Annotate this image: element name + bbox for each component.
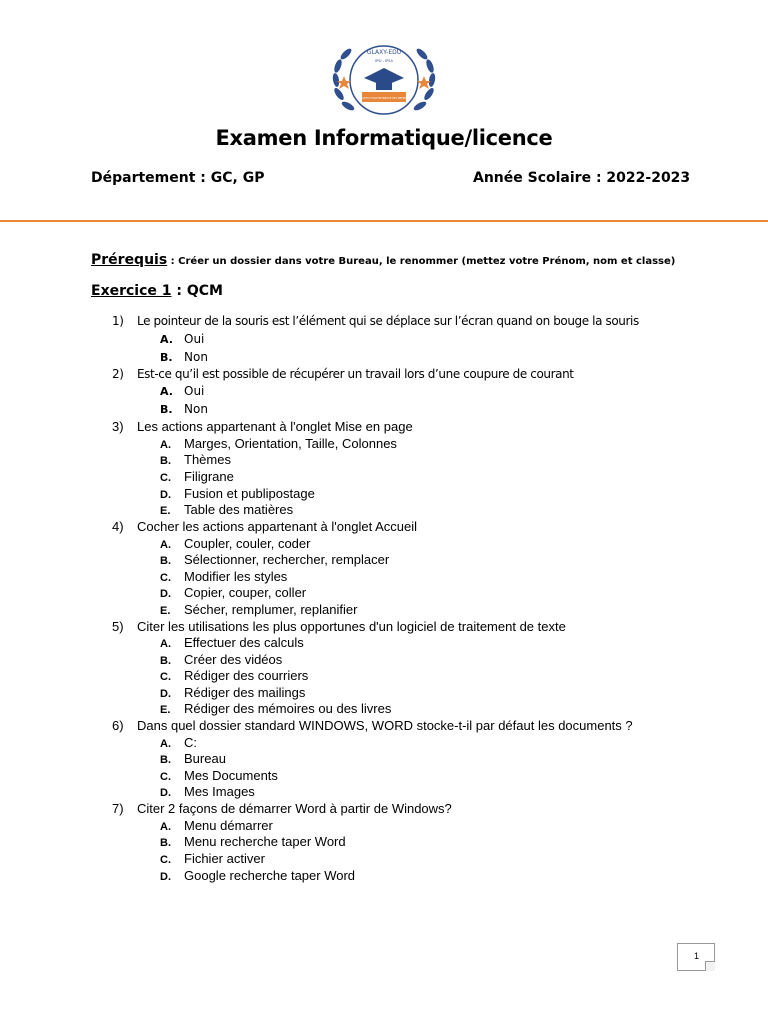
page-number-box xyxy=(677,943,715,971)
option-letter: D. xyxy=(160,688,171,700)
option-letter: C. xyxy=(160,671,171,683)
question-text: Dans quel dossier standard WINDOWS, WORD stocke-t-il par défaut les documents ? xyxy=(137,718,633,733)
option-letter: D. xyxy=(160,588,171,600)
option-letter: B. xyxy=(160,837,171,849)
option-text: Mes Documents xyxy=(184,768,278,783)
option-text: Google recherche taper Word xyxy=(184,868,356,883)
logo-bottom-text: INSTITUT POLYTECHNIQUE DES METIERS xyxy=(359,97,409,100)
school-logo xyxy=(328,40,440,122)
option-text: Mes Images xyxy=(184,784,255,799)
option-text: Fusion et publipostage xyxy=(184,486,315,501)
option-text: Thèmes xyxy=(184,452,231,467)
option xyxy=(160,851,265,866)
question-number: 1) xyxy=(112,314,124,328)
question-7 xyxy=(112,801,452,816)
option-letter: A. xyxy=(160,385,173,398)
option-letter: E. xyxy=(160,704,171,716)
page-title: Examen Informatique/licence xyxy=(215,126,553,150)
question-text: Cocher les actions appartenant à l'onglet Accueil xyxy=(137,519,417,534)
exercise-label: Exercice 1 xyxy=(91,283,172,299)
page-number: 1 xyxy=(694,951,700,961)
question-1 xyxy=(112,314,639,328)
option xyxy=(160,569,287,584)
option-letter: B. xyxy=(160,555,171,567)
option xyxy=(160,402,208,416)
prerequisite-label: Prérequis xyxy=(91,252,168,268)
option xyxy=(160,868,355,883)
option-text: Coupler, couler, coder xyxy=(184,536,311,551)
option xyxy=(160,536,310,551)
option xyxy=(160,552,389,567)
option xyxy=(160,350,208,364)
option-text: Menu démarrer xyxy=(184,818,273,833)
question-number: 7) xyxy=(112,801,124,816)
department: Département : GC, GP xyxy=(91,170,265,186)
option-letter: A. xyxy=(160,821,171,833)
option xyxy=(160,635,304,650)
option-text: Table des matières xyxy=(184,502,294,517)
option-text: Filigrane xyxy=(184,469,234,484)
option xyxy=(160,502,293,517)
option-letter: D. xyxy=(160,489,171,501)
question-text: Les actions appartenant à l'onglet Mise en page xyxy=(137,419,413,434)
option-letter: D. xyxy=(160,871,171,883)
option-text: Fichier activer xyxy=(184,851,265,866)
option xyxy=(160,436,397,451)
option-letter: C. xyxy=(160,854,171,866)
option-letter: A. xyxy=(160,539,171,551)
option-text: Sécher, remplumer, replanifier xyxy=(184,602,358,617)
option-text: Rédiger des courriers xyxy=(184,668,309,683)
prerequisite xyxy=(91,252,675,268)
question-number: 2) xyxy=(112,367,124,381)
logo-top-text: GLAXY-EDU xyxy=(366,49,402,56)
option-text: Rédiger des mailings xyxy=(184,685,306,700)
option-text: Non xyxy=(184,402,208,416)
question-6 xyxy=(112,718,633,733)
option xyxy=(160,332,204,346)
exercise-title xyxy=(91,283,223,299)
option-text: Oui xyxy=(184,384,205,398)
question-text: Est-ce qu’il est possible de récupérer un travail lors d’une coupure de courant xyxy=(137,367,574,381)
option-letter: D. xyxy=(160,787,171,799)
option-text: Menu recherche taper Word xyxy=(184,834,346,849)
option xyxy=(160,701,391,716)
question-number: 4) xyxy=(112,519,124,534)
option-letter: E. xyxy=(160,505,171,517)
option xyxy=(160,585,306,600)
option xyxy=(160,652,282,667)
option-letter: A. xyxy=(160,738,171,750)
option-text: Modifier les styles xyxy=(184,569,288,584)
option-text: Effectuer des calculs xyxy=(184,635,304,650)
question-number: 6) xyxy=(112,718,124,733)
option xyxy=(160,768,278,783)
option xyxy=(160,751,226,766)
option xyxy=(160,452,231,467)
option-letter: B. xyxy=(160,754,171,766)
option-letter: A. xyxy=(160,333,173,346)
option-text: Bureau xyxy=(184,751,226,766)
option-letter: C. xyxy=(160,472,171,484)
option xyxy=(160,834,346,849)
option-text: Oui xyxy=(184,332,205,346)
option-text: Créer des vidéos xyxy=(184,652,283,667)
option xyxy=(160,818,273,833)
option xyxy=(160,784,255,799)
question-number: 3) xyxy=(112,419,124,434)
question-4 xyxy=(112,519,417,534)
exercise-suffix: : QCM xyxy=(171,283,223,299)
option-letter: B. xyxy=(160,455,171,467)
question-text: Le pointeur de la souris est l’élément qui se déplace sur l’écran quand on bouge la souris xyxy=(137,314,639,328)
option-letter: B. xyxy=(160,403,173,416)
question-text: Citer les utilisations les plus opportunes d'un logiciel de traitement de texte xyxy=(137,619,566,634)
page-fold xyxy=(705,961,715,971)
header-divider xyxy=(0,220,768,222)
option-text: Copier, couper, coller xyxy=(184,585,307,600)
option-text: Marges, Orientation, Taille, Colonnes xyxy=(184,436,397,451)
option xyxy=(160,668,308,683)
question-text: Citer 2 façons de démarrer Word à partir de Windows? xyxy=(137,801,452,816)
option-text: C: xyxy=(184,735,197,750)
option-text: Rédiger des mémoires ou des livres xyxy=(184,701,392,716)
option xyxy=(160,469,234,484)
question-2 xyxy=(112,367,574,381)
option-text: Sélectionner, rechercher, remplacer xyxy=(184,552,390,567)
option-letter: A. xyxy=(160,439,171,451)
option-letter: B. xyxy=(160,351,173,364)
option-letter: B. xyxy=(160,655,171,667)
question-number: 5) xyxy=(112,619,124,634)
option-letter: A. xyxy=(160,638,171,650)
option xyxy=(160,735,197,750)
school-year: Année Scolaire : 2022-2023 xyxy=(473,170,691,186)
question-3 xyxy=(112,419,413,434)
option xyxy=(160,384,204,398)
question-5 xyxy=(112,619,566,634)
option-text: Non xyxy=(184,350,208,364)
option xyxy=(160,486,315,501)
option-letter: C. xyxy=(160,771,171,783)
logo-sub-text: IPSI - IPSA xyxy=(375,59,393,63)
prerequisite-text: : Créer un dossier dans votre Bureau, le renommer (mettez votre Prénom, nom et classe) xyxy=(167,256,676,267)
option-letter: E. xyxy=(160,605,171,617)
option xyxy=(160,602,357,617)
option xyxy=(160,685,305,700)
option-letter: C. xyxy=(160,572,171,584)
